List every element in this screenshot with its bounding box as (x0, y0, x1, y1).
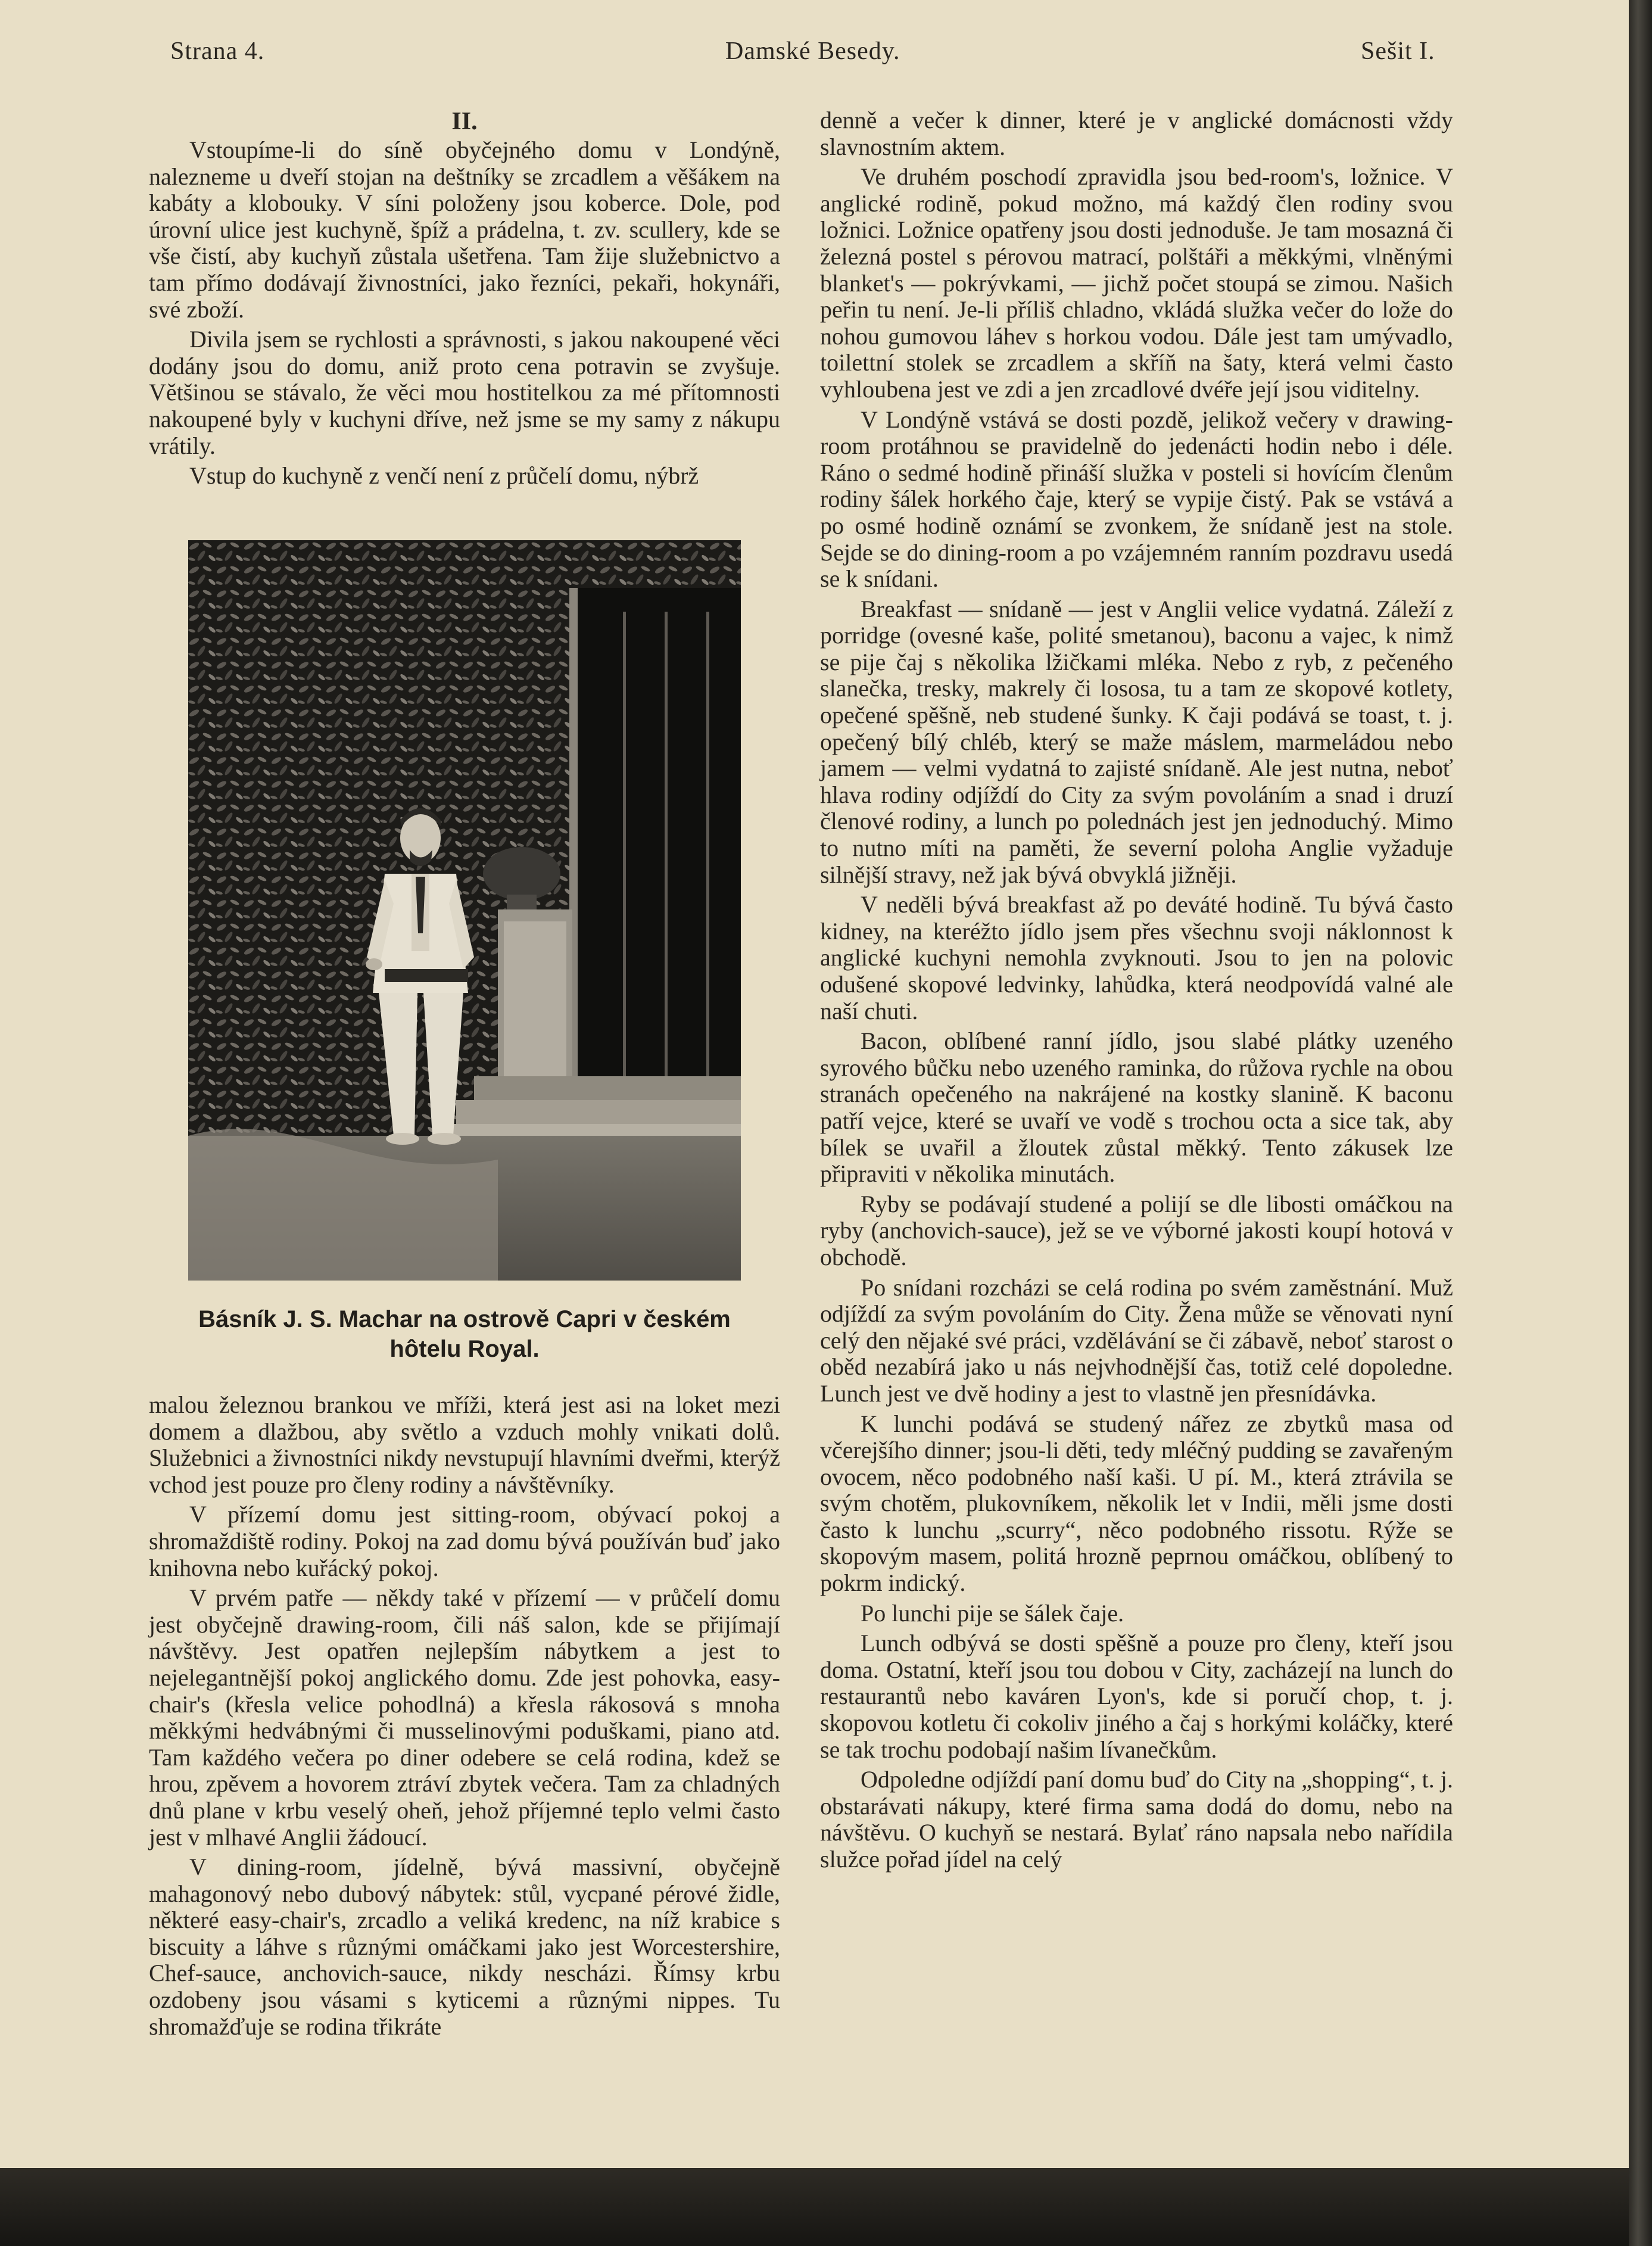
paragraph: Po lunchi pije se šálek čaje. (861, 1599, 1124, 1627)
paragraph: Po snídani rozcházi se celá rodina po svém zaměstnání. Muž odjíždí za svým povoláním do City. Žena může se věnovati nyní celý den nějaké své práci, vzdělávání se či zábavě, neboť starost o oběd nezabírá jako u nás nejvhodnější čas, totiž celé dopoledne. Lunch jest ve dvě hodiny a jest to vlastně jen přesnídávka. (820, 1273, 1453, 1407)
magazine-title: Damské Besedy. (725, 38, 900, 65)
paragraph: Odpoledne odjíždí paní domu buď do City na „shopping“, t. j. obstarávati nákupy, které firma sama dodá do domu, nebo na návštěvu. O kuchyň se nestará. Bylať ráno napsala nebo nařídila služce pořad jídel na celý (820, 1766, 1453, 1873)
paragraph: Bacon, oblíbené ranní jídlo, jsou slabé plátky uzeného syrového bůčku nebo uzeného raminka, do růžova rychle na obou stranách opečeného na nakrájené na kostky slanině. K baconu patří vejce, které se uvaří ve vodě s trochou octa a sice tak, aby bílek se uvařil a žloutek zůstal měkký. Tento zákusek lze připraviti v několika minutách. (820, 1027, 1453, 1188)
right-column (820, 107, 1453, 1873)
photo-machar-capri (188, 540, 741, 1281)
paragraph: Ve druhém poschodí zpravidla jsou bed-room's, ložnice. V anglické rodině, pokud možno, má každý člen rodiny svou ložnici. Ložnice opatřeny jsou dosti jednoduše. Je tam mosazná či železná postel s pérovou matrací, polštáři a měkkými, vlněnými blanket's — pokrývkami, — jichž počet stoupá se zimou. Našich peřin tu není. Je-li příliš chladno, vkládá služka večer do lože do nohou gumovou láhev s horkou vodou. Dále jest tam umývadlo, toilettní stolek se zrcadlem a skříň na šaty, která velmi často vyhloubena jest ve zdi a jen zrcadlové dvéře její jsou viditelny. (820, 163, 1453, 403)
paragraph: Divila jsem se rychlosti a správnosti, s jakou nakoupené věci dodány jsou do domu, aniž proto cena potravin se zvyšuje. Většinou se stávalo, že věci mou hostitelkou za mé přítomnosti nakoupené byly v kuchyni dříve, než jsme se my samy z nákupu vrátily. (149, 326, 780, 459)
scan-bottom-edge (0, 2168, 1629, 2246)
left-column-top (149, 107, 780, 490)
paragraph: V neděli bývá breakfast až po deváté hodině. Tu bývá často kidney, na kteréžto jídlo jsem přes všechnu svoji náklonnost k anglické kuchyni nemohla zvyknouti. Jsou to jen na polovic odušené skopové ledvinky, lahůdka, která neodpovídá valné ale naší chuti. (820, 891, 1453, 1024)
paragraph: K lunchi podává se studený nářez ze zbytků masa od včerejšího dinner; jsou-li děti, tedy mléčný pudding se zavařeným ovocem, něco podobného naší kaši. U pí. M., která ztrávila se svým chotěm, plukovníkem, několik let v Indii, měli jsme dosti často k lunchu „scurry“, něco podobného rissotu. Rýže se skopovým masem, politá hrozně peprnou omáčkou, oblíbený to pokrm indický. (820, 1410, 1453, 1597)
paragraph: Vstup do kuchyně z venčí není z průčelí domu, nýbrž (189, 462, 699, 490)
paragraph: denně a večer k dinner, které je v anglické domácnosti vždy slavnostním aktem. (820, 107, 1453, 160)
binding-edge (1629, 0, 1652, 2246)
paragraph: V prvém patře — někdy také v přízemí — v průčelí domu jest obyčejně drawing-room, čili náš salon, kde se přijímají návštěvy. Jest opatřen nejlepším nábytkem a jest to nejelegantnější pokoj anglického domu. Zde jest pohovka, easy-chair's (křesla velice pohodlná) a křesla rákosová s mnoha měkkými hedvábnými či musselinovými poduškami, piano atd. Tam každého večera po diner odebere se celá rodina, kdež se hrou, zpěvem a hovorem ztráví zbytek večera. Tam za chladných dnů plane v krbu veselý oheň, jehož příjemné teplo velmi často jest v mlhavé Anglii žádoucí. (149, 1584, 780, 1851)
left-column-bottom (149, 1392, 780, 2040)
paragraph: malou železnou brankou ve mříži, která jest asi na loket mezi domem a dlažbou, aby světlo a vzduch mohly vnikati dolů. Služebnici a živnostníci nikdy nevstupují hlavními dveřmi, kterýž vchod jest pouze pro členy rodiny a návštěvníky. (149, 1391, 780, 1498)
page-header (0, 37, 1629, 73)
paragraph: V dining-room, jídelně, bývá massivní, obyčejně mahagonový nebo dubový nábytek: stůl, vycpané pérové židle, některé easy-chair's, zrcadlo a veliká kredenc, na níž krabice s biscuity a láhve s různými omáčkami jako jest Worcestershire, Chef-sauce, anchovich-sauce, nikdy nescházi. Římsy krbu ozdobeny jsou vásami s kyticemi a různými nippes. Tu shromažďuje se rodina třikráte (149, 1854, 780, 2040)
caption-line-2: hôtelu Royal. (389, 1336, 540, 1362)
paragraph: Breakfast — snídaně — jest v Anglii velice vydatná. Záleží z porridge (ovesné kaše, polité smetanou), baconu a vajec, k nimž se pije čaj s několika lžičkami mléka. Nebo z ryb, z pečeného slanečka, tresky, makrely či lososa, tu a tam ze skopové kotlety, opečené spěšně, neb studené šunky. K čaji podává se toast, t. j. opečený bílý chléb, který se maže máslem, marmeládou nebo jamem — velmi vydatná to zajisté snídaně. Ale jest nutna, neboť hlava rodiny odjíždí do City za svým povoláním a snad i druzí členové rodiny, a lunch po polednách jest jen jednoduchý. Mimo to nutno míti na paměti, že severní poloha Anglie vyžaduje silnější stravy, než jak bývá obvyklá jižněji. (820, 595, 1453, 888)
paragraph: Ryby se podávají studené a polijí se dle libosti omáčkou na ryby (anchovich-sauce), jež se ve výborné jakosti koupí hotová v obchodě. (820, 1190, 1453, 1270)
page-number: Strana 4. (170, 38, 265, 65)
photo-caption (149, 1304, 780, 1364)
caption-line-1: Básník J. S. Machar na ostrově Capri v českém (198, 1306, 731, 1332)
issue-number: Sešit I. (1361, 38, 1435, 65)
paragraph: V přízemí domu jest sitting-room, obývací pokoj a shromaždiště rodiny. Pokoj na zad domu bývá používán buď jako knihovna nebo kuřácký pokoj. (149, 1501, 780, 1581)
paragraph: Vstoupíme-li do síně obyčejného domu v Londýně, nalezneme u dveří stojan na deštníky se zrcadlem a věšákem na kabáty a klobouky. V síni položeny jsou koberce. Dole, pod úrovní ulice jest kuchyně, špíž a prádelna, t. zv. scullery, kde se vše čistí, aby kuchyň zůstala ušetřena. Tam žije služebnictvo a tam přímo dodávají živnostníci, jako řezníci, pekaři, hokynáři, své zboží. (149, 136, 780, 323)
paragraph: Lunch odbývá se dosti spěšně a pouze pro členy, kteří jsou doma. Ostatní, kteří jsou tou dobou v City, zacházejí na lunch do restaurantů nebo kaváren Lyon's, kde si poručí chop, t. j. skopovou kotletu či cokoliv jiného a čaj s horkými koláčky, které se tak trochu podobají našim lívanečkům. (820, 1630, 1453, 1763)
paragraph: V Londýně vstává se dosti pozdě, jelikož večery v drawing-room protáhnou se pravidelně do jedenácti hodin nebo i déle. Ráno o sedmé hodině přináší služka v posteli si hovícím členům rodiny šálek horkého čaje, který se vypije čistý. Pak se vstává a po osmé hodině oznámí se zvonkem, že snídaně jest na stole. Sejde se do dining-room a po vzájemném ranním pozdravu usedá se k snídani. (820, 406, 1453, 593)
section-number: II. (451, 108, 478, 135)
